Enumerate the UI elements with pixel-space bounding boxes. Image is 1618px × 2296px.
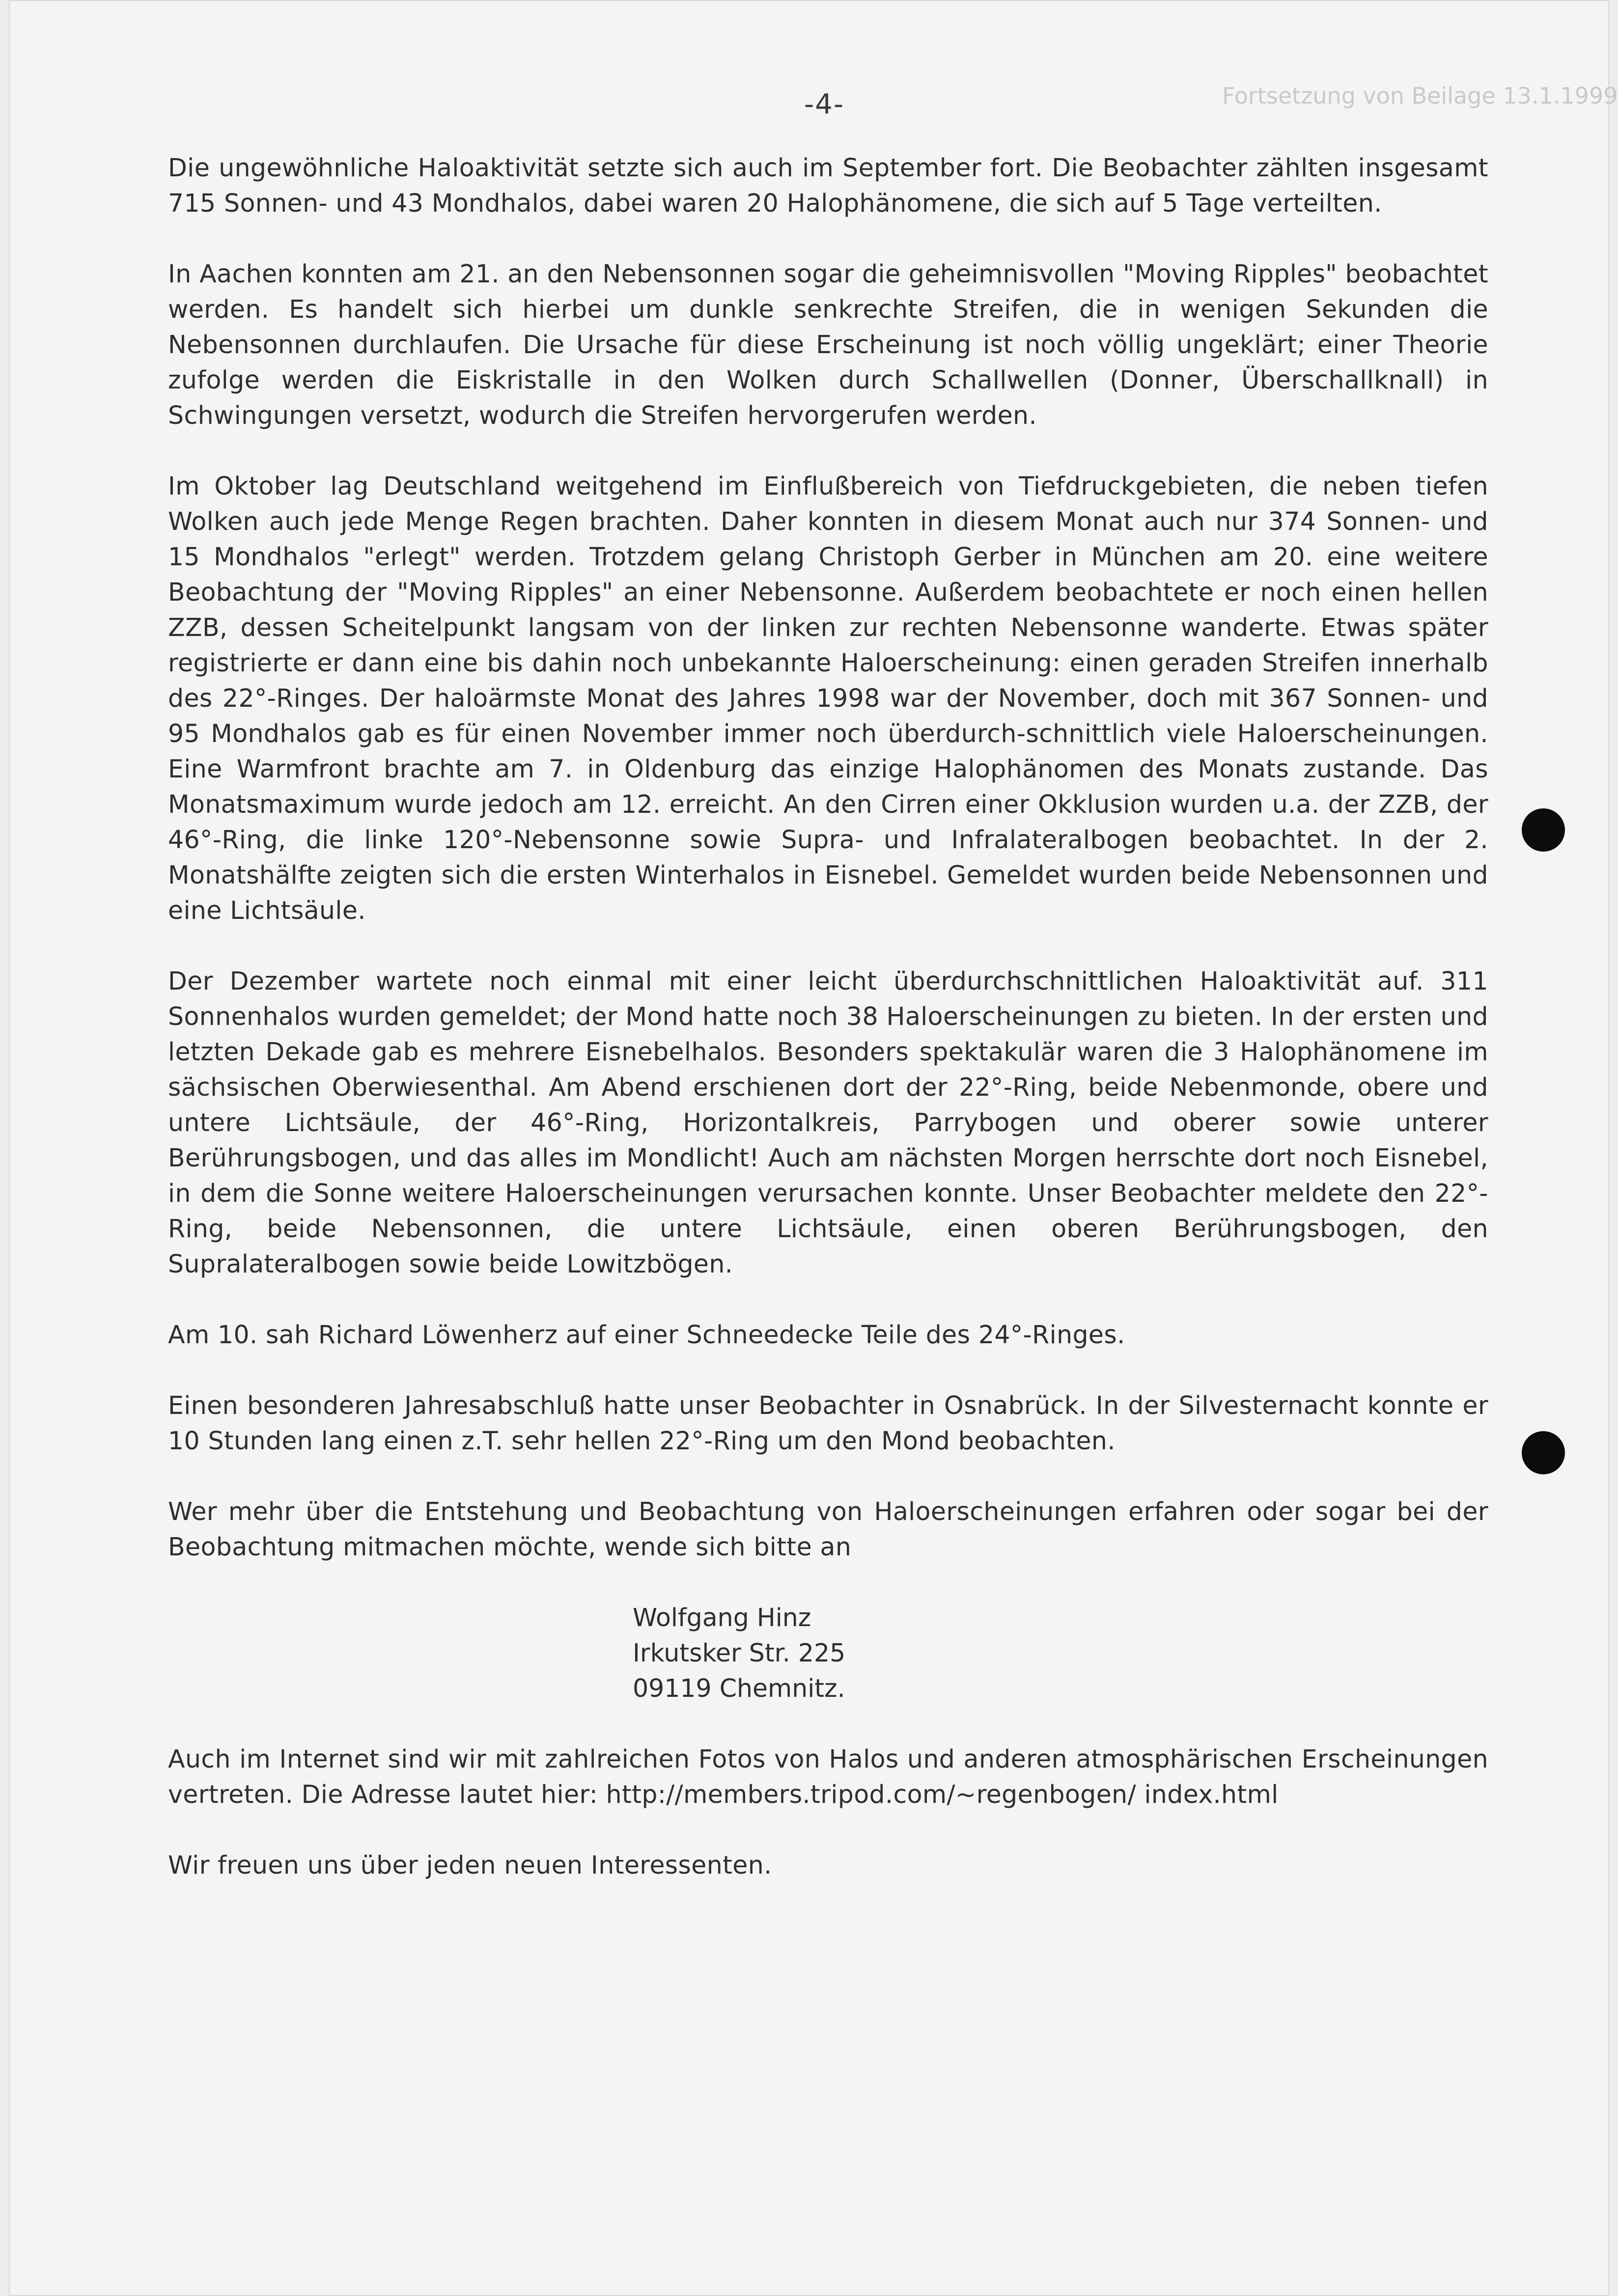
paragraph-contact-intro: Wer mehr über die Entstehung und Beobachtung von Haloerscheinungen erfahren oder sogar bei der Beobachtung mitmachen möchte, wende sich bitte an [168, 1497, 1488, 1561]
address-street: Irkutsker Str. 225 [633, 1638, 846, 1667]
paragraph-internet: Auch im Internet sind wir mit zahlreichen Fotos von Halos und anderen atmosphärischen Erscheinungen vertreten. Die Adresse lautet hier: http://members.tripod.com/~regenbogen/ index.html [168, 1744, 1488, 1809]
address-city: 09119 Chemnitz. [633, 1674, 845, 1703]
paragraph-october-november: Im Oktober lag Deutschland weitgehend im Einflußbereich von Tiefdruckgebieten, die neben tiefen Wolken auch jede Menge Regen brachten. Daher konnten in diesem Monat auch nur 374 Sonnen- und 15 Mondhalos "erlegt" werden. Trotzdem gelang Christoph Gerber in München am 20. eine weitere Beobachtung der "Moving Ripples" an einer Nebensonne. Außerdem beobachtete er noch einen hellen ZZB, dessen Scheitelpunkt langsam von der linken zur rechten Nebensonne wanderte. Etwas später registrierte er dann eine bis dahin noch unbekannte Haloerscheinung: einen geraden Streifen innerhalb des 22°-Ringes. Der haloärmste Monat des Jahres 1998 war der November, doch mit 367 Sonnen- und 95 Mondhalos gab es für einen November immer noch überdurch-schnittlich viele Haloerscheinungen. Eine Warmfront brachte am 7. in Oldenburg das einzige Halophänomen des Monats zustande. Das Monatsmaximum wurde jedoch am 12. erreicht. An den Cirren einer Okklusion wurden u.a. der ZZB, der 46°-Ring, die linke 120°-Nebensonne sowie Supra- und Infralateralbogen beobachtet. In der 2. Monatshälfte zeigten sich die ersten Winterhalos in Eisnebel. Gemeldet wurden beide Nebensonnen und eine Lichtsäule. [168, 471, 1488, 925]
page-number: -4- [804, 88, 845, 120]
address-name: Wolfgang Hinz [633, 1603, 811, 1632]
punch-hole-lower [1522, 1431, 1565, 1474]
paragraph-aachen-moving-ripples: In Aachen konnten am 21. an den Nebensonnen sogar die geheimnisvollen "Moving Ripples" beobachtet werden. Es handelt sich hierbei um dunkle senkrechte Streifen, die in wenigen Sekunden die Nebensonnen durchlaufen. Die Ursache für diese Erscheinung ist noch völlig ungeklärt; einer Theorie zufolge werden die Eiskristalle in den Wolken durch Schallwellen (Donner, Überschallknall) in Schwingungen versetzt, wodurch die Streifen hervorgerufen werden. [168, 259, 1488, 430]
document-body [168, 150, 1488, 1918]
paragraph-year-end: Einen besonderen Jahresabschluß hatte unser Beobachter in Osnabrück. In der Silvesternacht konnte er 10 Stunden lang einen z.T. sehr hellen 22°-Ring um den Mond beobachten. [168, 1391, 1488, 1455]
bleed-through-header: Fortsetzung von Beilage 13.1.1999 [1222, 83, 1618, 109]
paragraph-closing: Wir freuen uns über jeden neuen Interessenten. [168, 1851, 772, 1880]
paragraph-september: Die ungewöhnliche Haloaktivität setzte sich auch im September fort. Die Beobachter zählten insgesamt 715 Sonnen- und 43 Mondhalos, dabei waren 20 Halophänomene, die sich auf 5 Tage verteilten. [168, 153, 1488, 218]
paragraph-24-degree-ring: Am 10. sah Richard Löwenherz auf einer Schneedecke Teile des 24°-Ringes. [168, 1320, 1125, 1349]
punch-hole-upper [1522, 808, 1565, 852]
paragraph-december: Der Dezember wartete noch einmal mit einer leicht überdurchschnittlichen Haloaktivität auf. 311 Sonnenhalos wurden gemeldet; der Mond hatte noch 38 Haloerscheinungen zu bieten. In der ersten und letzten Dekade gab es mehrere Eisnebelhalos. Besonders spektakulär waren die 3 Halophänomene im sächsischen Oberwiesenthal. Am Abend erschienen dort der 22°-Ring, beide Nebenmonde, obere und untere Lichtsäule, der 46°-Ring, Horizontalkreis, Parrybogen und oberer sowie unterer Berührungsbogen, und das alles im Mondlicht! Auch am nächsten Morgen herrschte dort noch Eisnebel, in dem die Sonne weitere Haloerscheinungen verursachen konnte. Unser Beobachter meldete den 22°-Ring, beide Nebensonnen, die untere Lichtsäule, einen oberen Berührungsbogen, den Supralateralbogen sowie beide Lowitzbögen. [168, 967, 1488, 1278]
contact-address [168, 1600, 1488, 1706]
